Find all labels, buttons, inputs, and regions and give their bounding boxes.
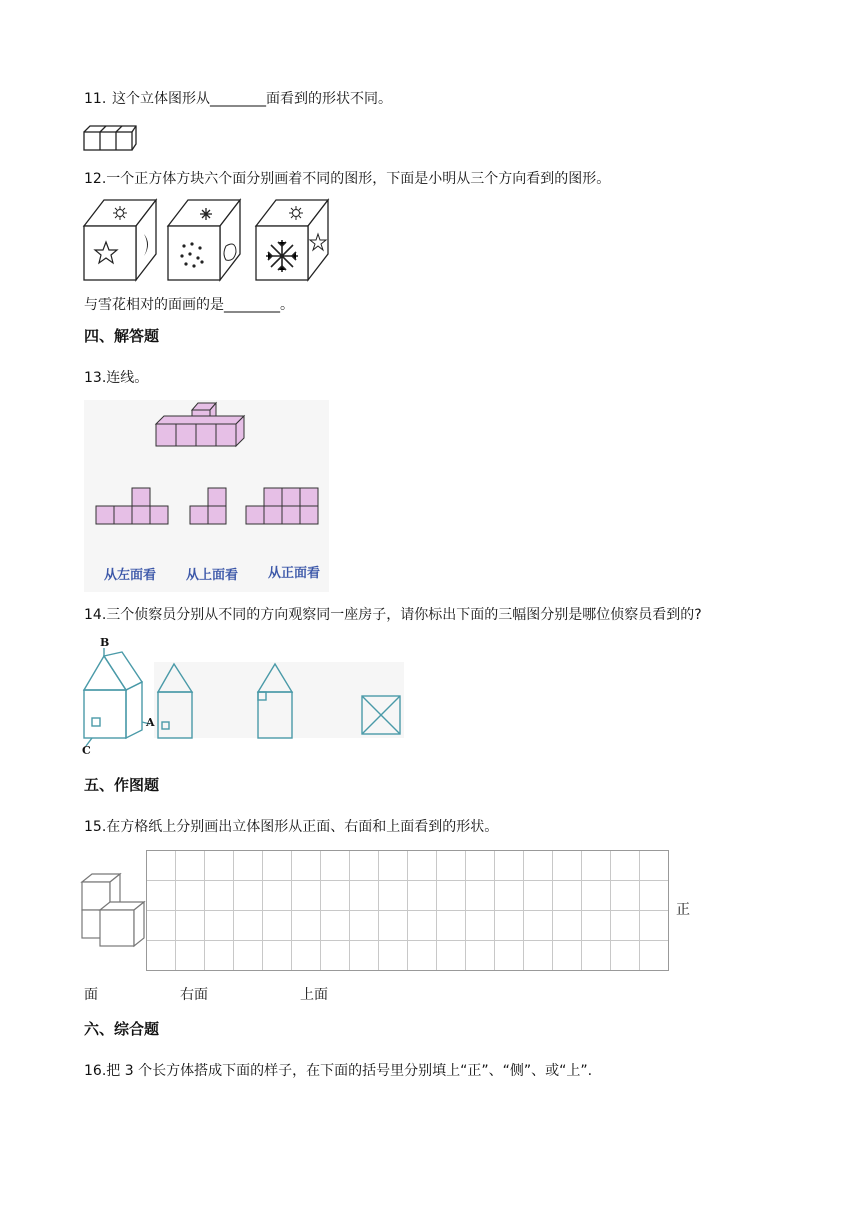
q15-under-top: 上面 [300,987,328,1003]
point-c-label: C [82,744,91,757]
section-5-heading: 五、作图题 [84,776,160,794]
q14-figure [82,634,404,760]
q12-text: 12.一个正方体方块六个面分别画着不同的图形，下面是小明从三个方向看到的图形。 [84,171,611,187]
q13-figure [84,400,329,592]
q15-side-char: 正 [676,902,690,918]
top-view-label: 从上面看 [186,568,239,583]
q12-follow-text: 与雪花相对的面画的是________。 [84,297,294,313]
q15-under-right: 右面 [180,987,208,1003]
q12-cubes-figure [82,196,342,282]
q14-text: 14.三个侦察员分别从不同的方向观察同一座房子，请你标出下面的三幅图分别是哪位侦察员看到的? [84,607,702,623]
q15-grid-paper [146,850,670,972]
section-6-heading: 六、综合题 [84,1020,160,1038]
point-a-label: A [146,716,155,729]
q15-text: 15.在方格纸上分别画出立体图形从正面、右面和上面看到的形状。 [84,819,499,835]
section-4-heading: 四、解答题 [84,327,160,345]
q15-under-left: 面 [84,987,98,1003]
q16-text: 16.把 3 个长方体搭成下面的样子，在下面的括号里分别填上“正”、“侧”、或“上”. [84,1063,593,1079]
q13-text: 13.连线。 [84,370,149,386]
point-b-label: B [100,636,110,649]
q15-cubes-figure [80,872,148,950]
q11-cube-row-figure [82,124,138,152]
front-view-label: 从正面看 [268,566,321,581]
q11-text: 这个立体图形从________面看到的形状不同。 [112,91,392,107]
left-view-label: 从左面看 [104,568,157,583]
q11-number: 11. [84,91,107,107]
